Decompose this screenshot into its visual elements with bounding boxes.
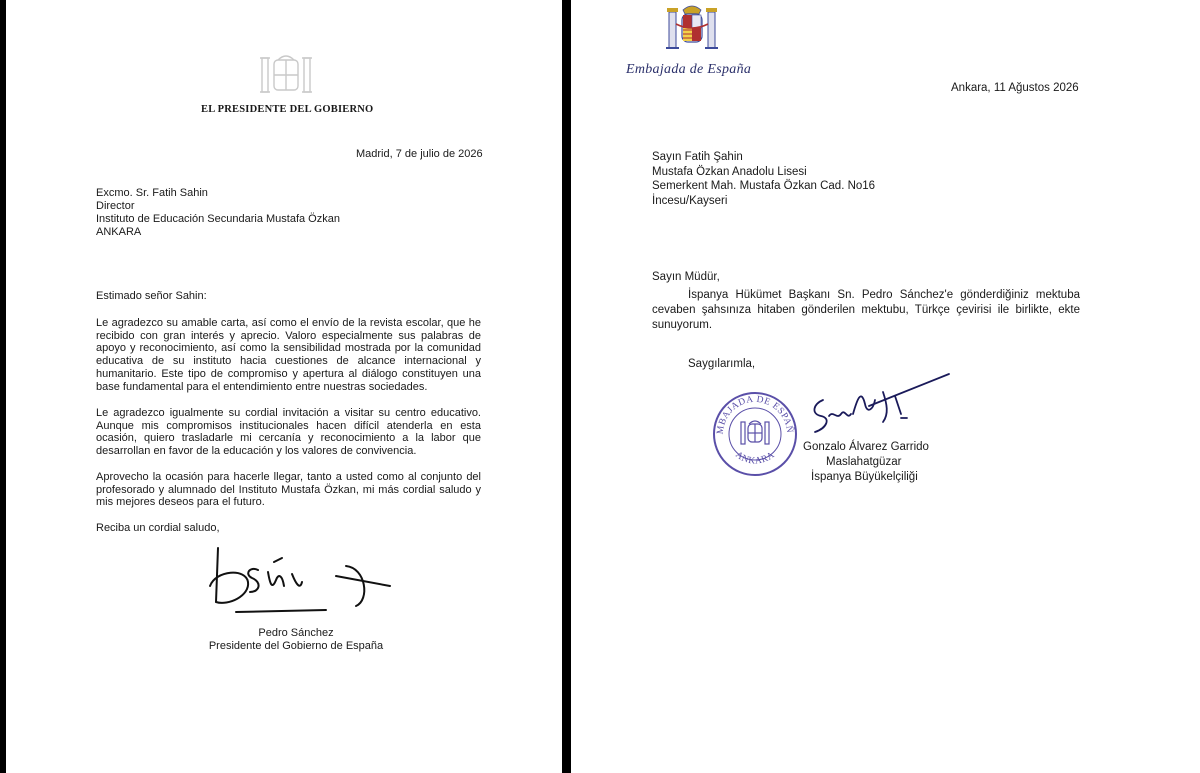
signer-name: Gonzalo Álvarez Garrido <box>803 441 929 453</box>
letter-date: Ankara, 11 Ağustos 2026 <box>951 82 1079 94</box>
letter-page-embassy <box>571 0 1200 773</box>
letterhead-title: EL PRESIDENTE DEL GOBIERNO <box>201 104 374 115</box>
recipient-line: Mustafa Özkan Anadolu Lisesi <box>652 165 807 178</box>
recipient-line: ANKARA <box>96 226 142 238</box>
svg-text:ANKARA <box>733 450 777 467</box>
recipient-line: Excmo. Sr. Fatih Sahin <box>96 187 208 199</box>
recipient-block <box>652 150 875 208</box>
signer-title: Presidente del Gobierno de España <box>208 640 384 652</box>
signer-title: Maslahatgüzar <box>826 456 902 468</box>
spanish-crest-icon <box>256 50 316 98</box>
stamp-crest-icon <box>741 421 769 444</box>
recipient-line: Sayın Fatih Şahin <box>652 151 743 163</box>
stamp-bottom-text: ANKARA <box>733 450 777 467</box>
signature-pedro-sanchez <box>206 540 406 620</box>
closing: Reciba un cordial saludo, <box>96 522 220 534</box>
stamp-top-text: EMBAJADA DE ESPAÑA <box>707 383 795 435</box>
embassy-stamp <box>707 383 799 478</box>
body-paragraph: Le agradezco igualmente su cordial invitación a visitar su centro educativo. Aunque mis compromisos institucionales hacen difícil atenderla en esta ocasión, quiero trasladarle mi cercanía y reconocimiento a la labor que desarrollan en favor de la educación y los valores de convivencia. <box>96 407 481 458</box>
body-paragraph: Aprovecho la ocasión para hacerle llegar, tanto a usted como al conjunto del profesorado y alumnado del Instituto Mustafa Özkan, mi más cordial saludo y mis mejores deseos para el futuro. <box>96 471 481 509</box>
closing: Saygılarımla, <box>688 358 756 370</box>
recipient-line: Semerkent Mah. Mustafa Özkan Cad. No16 <box>652 180 876 192</box>
recipient-block <box>96 187 340 239</box>
letter-date: Madrid, 7 de julio de 2026 <box>356 148 483 160</box>
recipient-line: İncesu/Kayseri <box>652 194 728 207</box>
salutation: Estimado señor Sahin: <box>96 290 207 302</box>
salutation: Sayın Müdür, <box>652 271 720 283</box>
body-paragraph: İspanya Hükümet Başkanı Sn. Pedro Sánchez'e gönderdiğiniz mektuba cevaben şahsınıza hitaben gönderilen mektubu, Türkçe çevirisi ile birlikte, ekte sunuyorum. <box>652 289 1080 331</box>
recipient-line: Instituto de Educación Secundaria Mustafa Özkan <box>96 213 340 225</box>
recipient-line: Director <box>96 200 135 212</box>
signature-gonzalo-alvarez <box>803 370 953 450</box>
svg-text:EMBAJADA DE ESPAÑA <box>707 383 796 435</box>
signer-office: İspanya Büyükelçiliği <box>811 471 918 483</box>
spanish-coat-of-arms-icon <box>661 2 723 58</box>
signer-name: Pedro Sánchez <box>258 627 334 639</box>
page-divider <box>562 0 571 773</box>
body-paragraph: Le agradezco su amable carta, así como el envío de la revista escolar, que he recibido con gran interés y aprecio. Valoro especialmente sus palabras de apoyo y reconocimiento, así como la sensibilidad mostrada por la comunidad educativa de su instituto hacia cuestiones de alcance internacional y humanitario. Este tipo de compromiso y apertura al diálogo constituyen una base fundamental para el entendimiento entre nuestras sociedades. <box>96 317 481 393</box>
letter-page-president <box>0 0 562 773</box>
embassy-letterhead: Embajada de España <box>626 62 752 77</box>
